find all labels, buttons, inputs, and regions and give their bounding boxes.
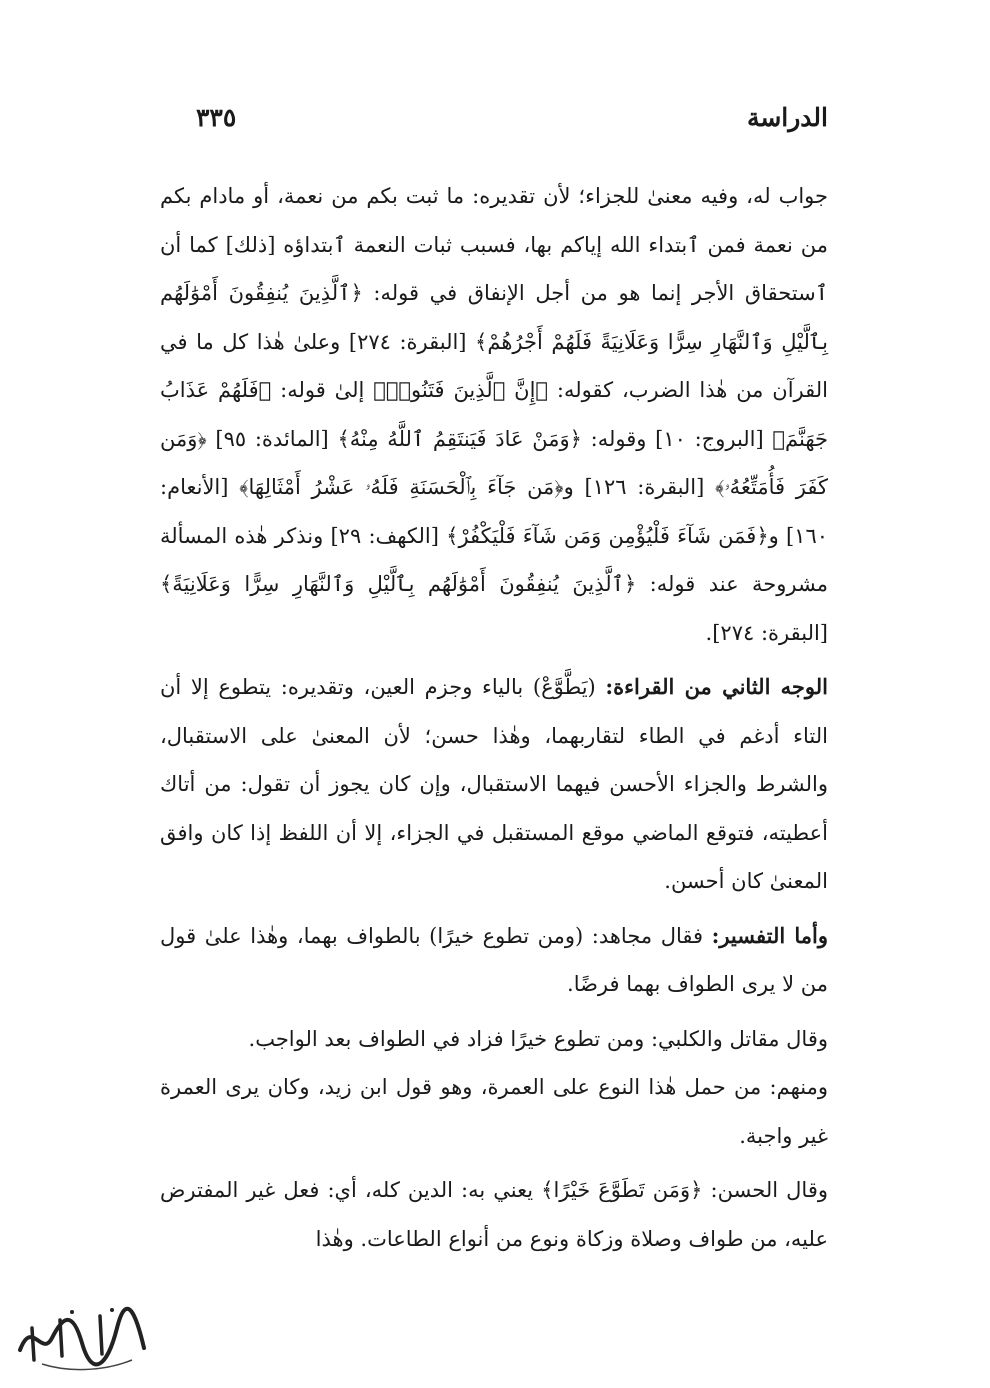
- paragraph-text: وقال مقاتل والكلبي: ومن تطوع خيرًا فزاد في الطواف بعد الواجب.: [248, 1026, 828, 1051]
- calligraphy-signature: [12, 1298, 152, 1378]
- page-number: ٣٣٥: [196, 103, 237, 132]
- signature-mark: [12, 1298, 152, 1378]
- running-title: الدراسة: [746, 103, 828, 132]
- paragraph-lead: وأما التفسير:: [711, 922, 828, 948]
- body-text: [160, 172, 828, 1263]
- paragraph: [160, 663, 828, 906]
- paragraph: [160, 1063, 828, 1160]
- paragraph-text: جواب له، وفيه معنىٰ للجزاء؛ لأن تقديره: ما ثبت بكم من نعمة، أو مادام بكم من نعمة فمن ٱبتداء الله إياكم بها، فسبب ثبات النعمة ٱبتداؤه [ذلك] كما أن ٱستحقاق الأجر إنما هو من أجل الإنفاق في قوله: ﴿ٱلَّذِينَ يُنفِقُونَ أَمْوَٰلَهُم بِٱلَّيْلِ وَٱلنَّهَارِ سِرًّا وَعَلَانِيَةً فَلَهُمْ أَجْرُهُمْ﴾ [البقرة: ٢٧٤] وعلىٰ هٰذا كل ما في القرآن من هٰذا الضرب، كقوله: ﴿إِنَّ ٱلَّذِينَ فَتَنُوا۟﴾ إلىٰ قوله: ﴿فَلَهُمْ عَذَابُ جَهَنَّمَ﴾ [البروج: ١٠] وقوله: ﴿وَمَنْ عَادَ فَيَنتَقِمُ ٱللَّهُ مِنْهُ﴾ [المائدة: ٩٥] ﴿وَمَن كَفَرَ فَأُمَتِّعُهُۥ﴾ [البقرة: ١٢٦] و﴿مَن جَآءَ بِٱلْحَسَنَةِ فَلَهُۥ عَشْرُ أَمْثَالِهَا﴾ [الأنعام: ١٦٠] و﴿فَمَن شَآءَ فَلْيُؤْمِن وَمَن شَآءَ فَلْيَكْفُرْ﴾ [الكهف: ٢٩] ونذكر هٰذه المسألة مشروحة عند قوله: ﴿ٱلَّذِينَ يُنفِقُونَ أَمْوَٰلَهُم بِٱلَّيْلِ وَٱلنَّهَارِ سِرًّا وَعَلَانِيَةً﴾ [البقرة: ٢٧٤].: [160, 184, 829, 645]
- paragraph-lead: الوجه الثاني من القراءة:: [605, 674, 828, 699]
- paragraph: [160, 912, 828, 1009]
- paragraph: [160, 1015, 828, 1064]
- paragraph-text: (يَطَّوَّعْ) بالياء وجزم العين، وتقديره: يتطوع إلا أن التاء أدغم في الطاء لتقاربهما، وهٰذا حسن؛ لأن المعنىٰ على الاستقبال، والشرط والجزاء الأحسن فيهما الاستقبال، وإن كان يجوز أن تقول: من أتاك أعطيته، فتوقع الماضي موقع المستقبل في الجزاء، إلا أن اللفظ إذا كان وافق المعنىٰ كان أحسن.: [160, 675, 828, 893]
- page-header: [160, 96, 828, 140]
- paragraph: [160, 1166, 828, 1263]
- paragraph-text: وقال الحسن: ﴿وَمَن تَطَوَّعَ خَيْرًا﴾ يعني به: الدين كله، أي: فعل غير المفترض عليه، من طواف وصلاة وزكاة ونوع من أنواع الطاعات. وهٰذا: [160, 1178, 828, 1251]
- paragraph: [160, 172, 828, 657]
- paragraph-text: فقال مجاهد: (ومن تطوع خيرًا) بالطواف بهما، وهٰذا علىٰ قول من لا يرى الطواف بهما فرضًا.: [160, 923, 828, 996]
- paragraph-text: ومنهم: من حمل هٰذا النوع على العمرة، وهو قول ابن زيد، وكان يرى العمرة غير واجبة.: [160, 1075, 828, 1148]
